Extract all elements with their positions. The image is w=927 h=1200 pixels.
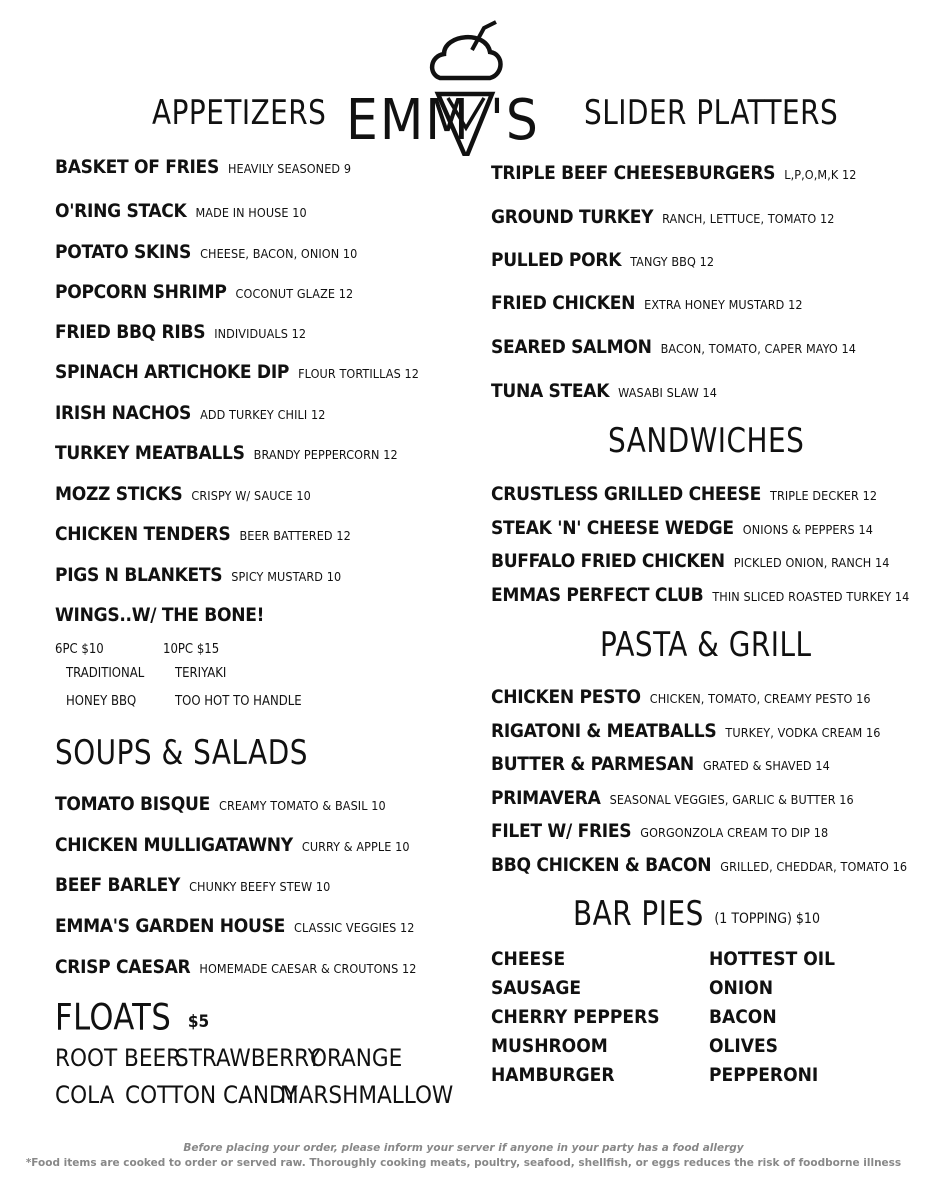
list-item: [491, 290, 803, 316]
float-flavor: MARSHMALLOW: [280, 1081, 454, 1109]
list-item: [491, 334, 856, 360]
list-item: HOTTEST OIL: [709, 948, 835, 970]
item-name: RIGATONI & MEATBALLS: [491, 720, 717, 742]
list-item: [491, 515, 873, 541]
list-item: ONION: [709, 977, 774, 999]
item-desc: SPICY MUSTARD 10: [231, 569, 342, 584]
pies-subtitle: (1 TOPPING) $10: [714, 911, 820, 927]
floats-heading: [55, 996, 210, 1040]
item-desc: WASABI SLAW 14: [618, 385, 718, 400]
list-item: [55, 154, 351, 180]
list-item: CHERRY PEPPERS: [491, 1006, 660, 1028]
list-item: [491, 751, 830, 777]
list-item: [55, 872, 330, 898]
item-desc: INDIVIDUALS 12: [214, 326, 307, 341]
wings-size-6: 6PC $10: [55, 642, 104, 657]
item-name: SEARED SALMON: [491, 336, 652, 358]
list-item: [55, 521, 351, 547]
list-item: [491, 481, 877, 507]
list-item: [491, 247, 714, 273]
list-item: [55, 400, 325, 426]
list-item: [55, 440, 398, 466]
item-name: CRUSTLESS GRILLED CHEESE: [491, 483, 761, 505]
sliders-heading: SLIDER PLATTERS: [584, 94, 839, 133]
logo-text-left: EMM: [346, 88, 471, 153]
item-name: BUFFALO FRIED CHICKEN: [491, 550, 725, 572]
list-item: MUSHROOM: [491, 1035, 608, 1057]
appetizers-heading: APPETIZERS: [152, 94, 327, 133]
list-item: OLIVES: [709, 1035, 778, 1057]
item-name: BBQ CHICKEN & BACON: [491, 854, 712, 876]
list-item: [491, 718, 880, 744]
item-name: CHICKEN PESTO: [491, 686, 641, 708]
floats-title: FLOATS: [55, 996, 172, 1040]
item-desc: CHUNKY BEEFY STEW 10: [189, 879, 331, 894]
list-item: HAMBURGER: [491, 1064, 615, 1086]
item-name: TRIPLE BEEF CHEESEBURGERS: [491, 162, 776, 184]
soups-heading: SOUPS & SALADS: [55, 734, 308, 773]
list-item: [55, 279, 353, 305]
list-item: [55, 954, 417, 980]
item-desc: GORGONZOLA CREAM TO DIP 18: [640, 825, 829, 840]
item-name: WINGS..W/ THE BONE!: [55, 604, 265, 626]
pies-right-list: [709, 945, 835, 1090]
item-desc: L,P,O,M,K 12: [784, 167, 857, 182]
float-flavor: COLA: [55, 1081, 115, 1109]
item-desc: COCONUT GLAZE 12: [235, 286, 354, 301]
item-name: POPCORN SHRIMP: [55, 281, 227, 303]
list-item: [55, 198, 307, 224]
footer-allergy-note: Before placing your order, please inform your server if anyone in your party has a food allergy: [183, 1142, 744, 1154]
list-item: [491, 378, 717, 404]
item-desc: CURRY & APPLE 10: [301, 839, 410, 854]
wing-flavor: TRADITIONAL: [66, 666, 145, 681]
item-name: IRISH NACHOS: [55, 402, 192, 424]
float-flavor: COTTON CANDY: [125, 1081, 298, 1109]
item-name: PIGS N BLANKETS: [55, 564, 223, 586]
list-item: [55, 239, 357, 265]
pasta-heading: PASTA & GRILL: [600, 626, 812, 665]
item-desc: TRIPLE DECKER 12: [770, 488, 878, 503]
list-item: [491, 852, 907, 878]
list-item: [491, 818, 828, 844]
item-desc: ADD TURKEY CHILI 12: [200, 407, 326, 422]
item-name: EMMA'S GARDEN HOUSE: [55, 915, 285, 937]
item-name: FILET W/ FRIES: [491, 820, 632, 842]
item-desc: EXTRA HONEY MUSTARD 12: [644, 297, 803, 312]
float-flavor: ROOT BEER: [55, 1044, 182, 1072]
list-item: [55, 791, 386, 817]
item-name: GROUND TURKEY: [491, 206, 654, 228]
item-desc: TURKEY, VODKA CREAM 16: [725, 725, 881, 740]
list-item: SAUSAGE: [491, 977, 582, 999]
list-item: [55, 562, 341, 588]
item-desc: BACON, TOMATO, CAPER MAYO 14: [660, 341, 856, 356]
item-desc: HOMEMADE CAESAR & CROUTONS 12: [199, 961, 417, 976]
item-name: CHICKEN MULLIGATAWNY: [55, 834, 293, 856]
list-item: PEPPERONI: [709, 1064, 819, 1086]
list-item: [55, 481, 311, 507]
wing-flavor: HONEY BBQ: [66, 694, 137, 709]
list-item: [491, 548, 890, 574]
item-name: BUTTER & PARMESAN: [491, 753, 694, 775]
item-name: TURKEY MEATBALLS: [55, 442, 245, 464]
list-item: [491, 684, 871, 710]
list-item: [55, 319, 306, 345]
list-item: [55, 832, 410, 858]
wing-flavor: TERIYAKI: [175, 666, 227, 681]
pies-heading: [573, 895, 820, 934]
item-desc: BEER BATTERED 12: [239, 528, 351, 543]
item-name: PULLED PORK: [491, 249, 622, 271]
item-name: POTATO SKINS: [55, 241, 192, 263]
list-item: [55, 602, 273, 628]
list-item: [491, 204, 834, 230]
logo-text-right: 'S: [490, 88, 540, 153]
item-name: SPINACH ARTICHOKE DIP: [55, 361, 290, 383]
list-item: [55, 359, 419, 385]
pies-left-list: [491, 945, 660, 1090]
list-item: [55, 913, 415, 939]
item-name: MOZZ STICKS: [55, 483, 183, 505]
item-name: BASKET OF FRIES: [55, 156, 219, 178]
item-desc: THIN SLICED ROASTED TURKEY 14: [712, 589, 910, 604]
float-flavor: STRAWBERRY: [175, 1044, 321, 1072]
item-desc: GRILLED, CHEDDAR, TOMATO 16: [720, 859, 908, 874]
item-name: STEAK 'N' CHEESE WEDGE: [491, 517, 734, 539]
item-name: O'RING STACK: [55, 200, 187, 222]
pies-title: BAR PIES: [573, 895, 704, 934]
footer-warning-note: *Food items are cooked to order or served raw. Thoroughly cooking meats, poultry, seafood, shellfish, or eggs reduces the risk of foodborne illness: [25, 1157, 902, 1169]
float-flavor: ORANGE: [310, 1044, 403, 1072]
list-item: [491, 582, 909, 608]
item-desc: CHEESE, BACON, ONION 10: [200, 246, 358, 261]
item-desc: BRANDY PEPPERCORN 12: [253, 447, 398, 462]
item-name: CHICKEN TENDERS: [55, 523, 231, 545]
list-item: CHEESE: [491, 948, 566, 970]
item-desc: CLASSIC VEGGIES 12: [293, 920, 415, 935]
item-desc: CREAMY TOMATO & BASIL 10: [218, 798, 386, 813]
item-desc: CRISPY W/ SAUCE 10: [191, 488, 311, 503]
item-desc: HEAVILY SEASONED 9: [227, 161, 352, 176]
item-name: PRIMAVERA: [491, 787, 601, 809]
item-name: CRISP CAESAR: [55, 956, 191, 978]
item-desc: SEASONAL VEGGIES, GARLIC & BUTTER 16: [609, 792, 854, 807]
item-name: TOMATO BISQUE: [55, 793, 210, 815]
item-desc: CHICKEN, TOMATO, CREAMY PESTO 16: [649, 691, 871, 706]
item-desc: MADE IN HOUSE 10: [195, 205, 307, 220]
item-name: TUNA STEAK: [491, 380, 610, 402]
list-item: BACON: [709, 1006, 777, 1028]
item-desc: TANGY BBQ 12: [630, 254, 715, 269]
wings-size-10: 10PC $15: [163, 642, 220, 657]
item-desc: PICKLED ONION, RANCH 14: [733, 555, 890, 570]
item-desc: FLOUR TORTILLAS 12: [298, 366, 419, 381]
item-name: FRIED BBQ RIBS: [55, 321, 206, 343]
item-desc: ONIONS & PEPPERS 14: [742, 522, 873, 537]
floats-price: $5: [187, 1012, 210, 1032]
item-desc: RANCH, LETTUCE, TOMATO 12: [662, 211, 835, 226]
list-item: [491, 160, 857, 186]
sandwiches-heading: SANDWICHES: [608, 422, 805, 461]
wing-flavor: TOO HOT TO HANDLE: [175, 694, 302, 709]
item-desc: GRATED & SHAVED 14: [702, 758, 830, 773]
list-item: [491, 785, 854, 811]
item-name: EMMAS PERFECT CLUB: [491, 584, 704, 606]
item-name: BEEF BARLEY: [55, 874, 181, 896]
item-name: FRIED CHICKEN: [491, 292, 636, 314]
